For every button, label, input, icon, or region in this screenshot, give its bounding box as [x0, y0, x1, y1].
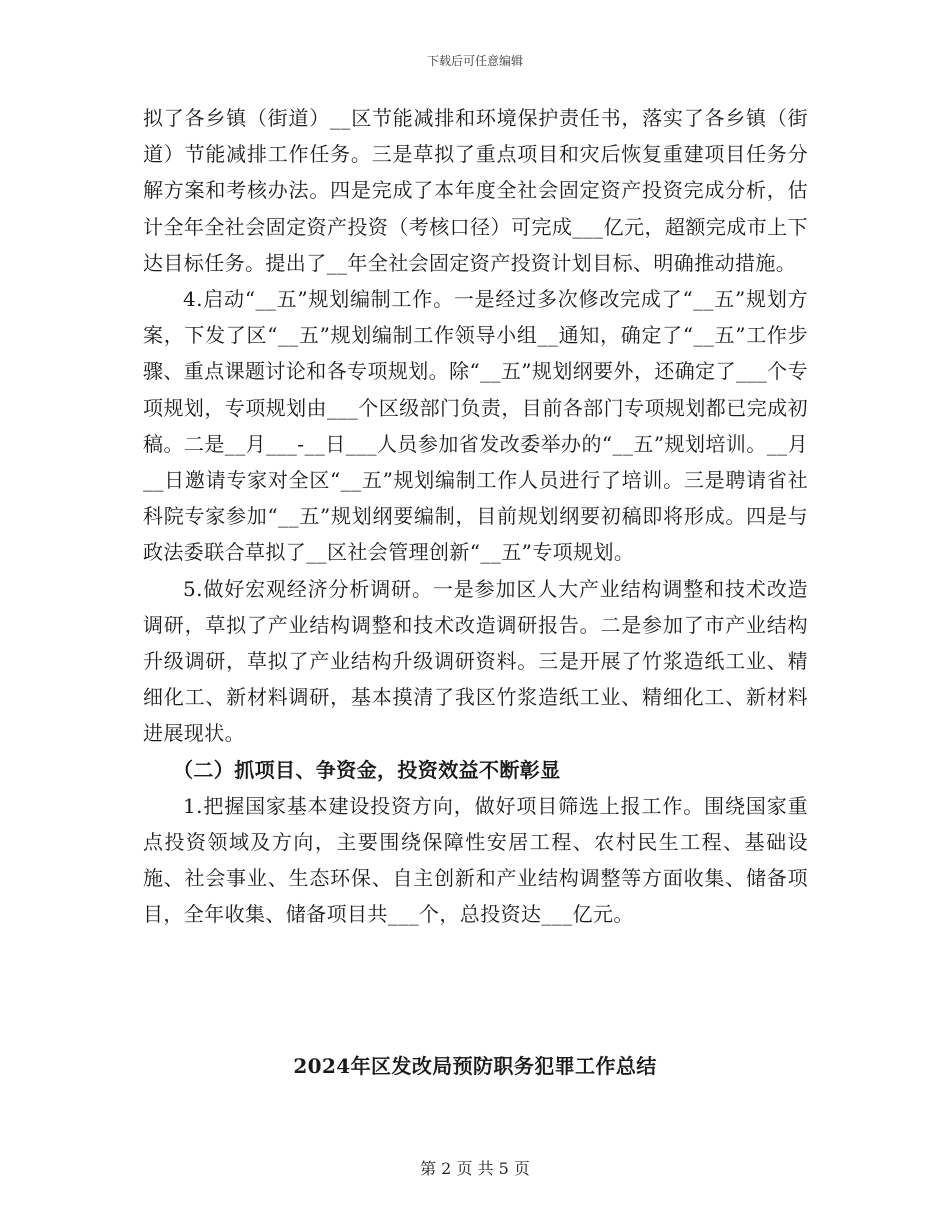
- paragraph-item-5: 5.做好宏观经济分析调研。一是参加区人大产业结构调整和技术改造调研，草拟了产业结构调整和技术改造调研报告。二是参加了市产业结构升级调研，草拟了产业结构升级调研资料。三是开展了竹浆造纸工业、精细化工、新材料调研，基本摸清了我区竹浆造纸工业、精细化工、新材料进展现状。: [143, 576, 808, 746]
- page-number-footer: 第 2 页 共 5 页: [420, 1159, 530, 1178]
- paragraph-item-4: 4.启动“__五”规划编制工作。一是经过多次修改完成了“__五”规划方案，下发了区“__五”规划编制工作领导小组__通知，确定了“__五”工作步骤、重点课题讨论和各专项规划。除“__五”规划纲要外，还确定了___个专项规划，专项规划由___个区级部门负责，目前各部门专项规划都已完成初稿。二是__月___-__日___人员参加省发改委举办的“__五”规划培训。__月__日邀请专家对全区“__五”规划编制工作人员进行了培训。三是聘请省社科院专家参加“__五”规划纲要编制，目前规划纲要初稿即将形成。四是与政法委联合草拟了__区社会管理创新“__五”专项规划。: [143, 287, 808, 565]
- section-heading-2: （二）抓项目、争资金，投资效益不断彰显: [173, 757, 561, 782]
- paragraph-continuation: 拟了各乡镇（街道）__区节能减排和环境保护责任书，落实了各乡镇（街道）节能减排工作任务。三是草拟了重点项目和灾后恢复重建项目任务分解方案和考核办法。四是完成了本年度全社会固定资产投资完成分析，估计全年全社会固定资产投资（考核口径）可完成___亿元，超额完成市上下达目标任务。提出了__年全社会固定资产投资计划目标、明确推动措施。: [143, 106, 808, 275]
- page-header-note: 下载后可任意编辑: [426, 54, 523, 68]
- document-title: 2024年区发改局预防职务犯罪工作总结: [293, 1054, 657, 1078]
- document-body: [143, 100, 808, 933]
- paragraph-section-2-item-1: 1.把握国家基本建设投资方向，做好项目筛选上报工作。围绕国家重点投资领域及方向，主要围绕保障性安居工程、农村民生工程、基础设施、社会事业、生态环保、自主创新和产业结构调整等方面收集、储备项目，全年收集、储备项目共___个，总投资达___亿元。: [143, 793, 808, 927]
